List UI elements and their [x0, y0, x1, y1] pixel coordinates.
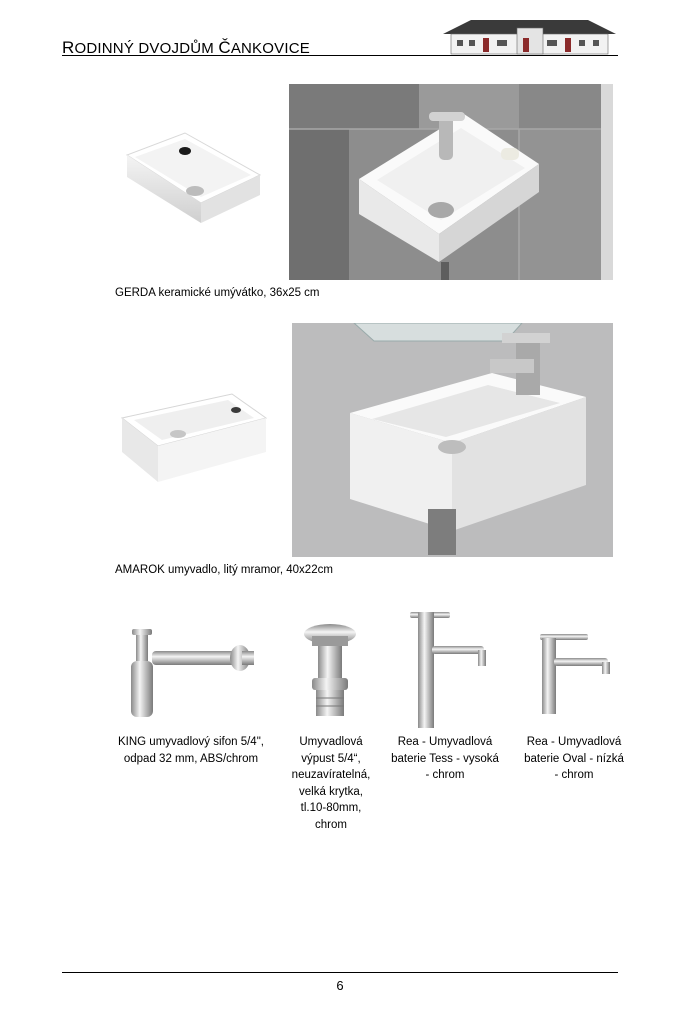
gerda-caption: GERDA keramické umývátko, 36x25 cm	[115, 287, 320, 299]
item-caption-line: neuzavíratelná,	[291, 769, 371, 781]
title-initial-2: Č	[218, 38, 231, 57]
amarok-basin-photo	[292, 323, 613, 557]
item-caption-line: Rea - Umyvadlová	[526, 736, 622, 748]
item-caption-line: odpad 32 mm, ABS/chrom	[123, 752, 259, 765]
title-part-1: ODINNÝ DVOJDŮM	[74, 40, 219, 57]
item-caption-line: - chrom	[554, 769, 594, 781]
item-caption-line: Umyvadlová	[299, 736, 363, 748]
item-caption-low-faucet	[512, 734, 636, 784]
item-caption-drain-valve	[280, 734, 382, 833]
title-initial-1: R	[62, 38, 75, 57]
item-caption-line: - chrom	[425, 769, 465, 781]
page-number: 6	[336, 978, 344, 993]
low-faucet-image	[536, 632, 612, 716]
title-part-2: ANKOVICE	[230, 40, 310, 57]
gerda-basin-photo	[289, 84, 613, 280]
item-caption-line: tl.10-80mm,	[300, 802, 362, 814]
footer-rule	[62, 972, 618, 973]
item-caption-line: chrom	[315, 818, 347, 831]
amarok-caption: AMAROK umyvadlo, litý mramor, 40x22cm	[115, 564, 333, 576]
item-caption-line: velká krytka,	[299, 785, 363, 798]
gerda-basin-image	[115, 125, 267, 227]
item-caption-line: KING umyvadlový sifon 5/4",	[118, 736, 264, 748]
item-caption-line: baterie Tess - vysoká	[391, 752, 499, 765]
item-caption-tall-faucet	[382, 734, 508, 784]
house-logo	[443, 18, 616, 56]
siphon-image	[128, 627, 258, 719]
tall-faucet-image	[404, 610, 490, 729]
item-caption-line: baterie Oval - nízká	[524, 752, 624, 765]
amarok-basin-image	[120, 390, 268, 485]
drain-valve-image	[302, 622, 358, 719]
item-caption-line: Rea - Umyvadlová	[397, 736, 493, 748]
item-caption-line: výpust 5/4“,	[301, 752, 361, 765]
item-caption-siphon	[96, 734, 286, 767]
